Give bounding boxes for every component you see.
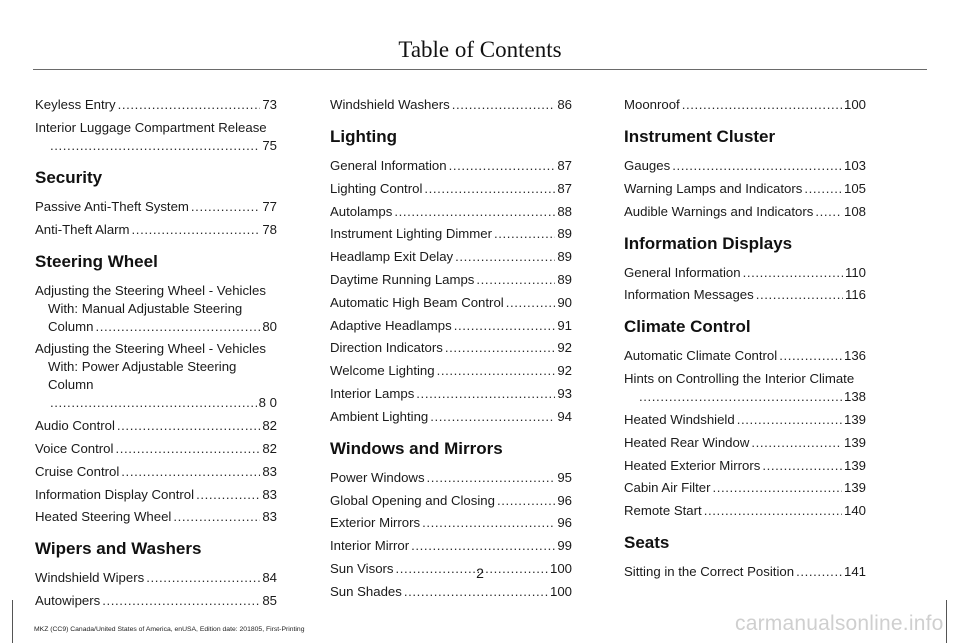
toc-entry-page: 92 (557, 363, 572, 379)
toc-entry-title: Interior Luggage Compartment Release (35, 119, 267, 135)
dot-leader (191, 198, 260, 216)
dot-leader (704, 502, 842, 520)
toc-entry-title: Sitting in the Correct Position (624, 564, 795, 580)
toc-entry-page: 136 (843, 348, 866, 364)
toc-entry-page: 73 (262, 97, 277, 112)
dot-leader (455, 248, 555, 266)
dot-leader (497, 492, 555, 510)
toc-entry-title: Automatic High Beam Control (330, 294, 504, 310)
toc-entry-title: Sun Visors (330, 560, 394, 576)
toc-entry-page: 116 (844, 287, 866, 303)
page-number: 2 (476, 565, 484, 581)
toc-entry[interactable] (330, 157, 572, 175)
section-heading: Information Displays (624, 233, 793, 253)
toc-entry[interactable] (330, 537, 572, 555)
dot-leader (815, 203, 842, 221)
toc-entry[interactable] (624, 411, 866, 429)
toc-entry[interactable] (35, 486, 277, 504)
toc-entry-title: Adaptive Headlamps (330, 317, 452, 333)
toc-entry-page: 139 (843, 411, 866, 427)
dot-leader (50, 137, 260, 155)
toc-entry-title: Interior Lamps (330, 385, 415, 401)
toc-entry-title: Heated Exterior Mirrors (624, 457, 761, 473)
footer-edition-text: MKZ (CC9) Canada/United States of America, enUSA, Edition date: 201805, First-Printing (34, 626, 305, 633)
toc-entry-title: Information Messages (624, 287, 754, 303)
toc-entry-page: 82 (262, 440, 277, 456)
toc-entry-title: Passive Anti-Theft System (35, 198, 189, 214)
dot-leader (449, 157, 556, 175)
section-heading: Security (35, 167, 103, 187)
dot-leader (50, 394, 257, 412)
toc-entry[interactable] (330, 339, 572, 357)
dot-leader (422, 514, 555, 532)
toc-column-3 (624, 96, 866, 586)
toc-entry[interactable] (35, 96, 277, 114)
toc-entry-page: 140 (843, 503, 866, 519)
toc-entry[interactable] (330, 96, 572, 114)
toc-entry[interactable] (35, 463, 277, 481)
dot-leader (452, 96, 556, 114)
toc-entry-page: 95 (557, 469, 572, 485)
toc-entry-page: 108 (843, 203, 866, 219)
toc-entry-page: 96 (557, 492, 572, 508)
toc-entry-last-line (35, 137, 277, 155)
toc-entry-title: Heated Windshield (624, 411, 735, 427)
crop-mark-left-vertical (12, 600, 13, 643)
toc-entry-last-line (35, 318, 277, 336)
dot-leader (682, 96, 842, 114)
page-title: Table of Contents (398, 37, 562, 62)
dot-leader (779, 347, 842, 365)
toc-entry-title: Hints on Controlling the Interior Climate (624, 371, 855, 387)
toc-entry-title: Gauges (624, 158, 671, 173)
toc-entry-title: Moonroof (624, 97, 680, 112)
toc-entry-title: Power Windows (330, 469, 425, 485)
dot-leader (117, 417, 260, 435)
toc-entry[interactable] (330, 583, 572, 601)
toc-entry[interactable] (35, 417, 277, 435)
toc-entry-page: 82 (262, 418, 277, 434)
toc-entry[interactable] (330, 294, 572, 312)
toc-entry-page: 77 (262, 198, 277, 214)
section-heading: Lighting (330, 127, 398, 146)
toc-entry-title: General Information (330, 158, 447, 173)
toc-entry-page: 99 (557, 538, 572, 554)
toc-entry-title: Welcome Lighting (330, 363, 435, 379)
dot-leader (424, 180, 555, 198)
toc-entry-title: Audible Warnings and Indicators (624, 203, 814, 219)
dot-leader (196, 486, 260, 504)
dot-leader (173, 508, 260, 526)
toc-entry-title: Sun Shades (330, 583, 402, 599)
toc-entry-title-end: Column (48, 318, 94, 334)
toc-entry[interactable] (330, 203, 572, 221)
toc-entry[interactable] (624, 347, 866, 365)
toc-entry[interactable] (35, 340, 277, 412)
toc-entry-page: 141 (843, 564, 866, 580)
section-heading: Instrument Cluster (624, 127, 776, 146)
toc-entry-page: 83 (262, 509, 277, 525)
toc-entry-title: Windshield Washers (330, 97, 450, 112)
dot-leader (416, 385, 555, 403)
toc-entry[interactable] (35, 592, 277, 610)
toc-entry-title: Windshield Wipers (35, 570, 145, 586)
dot-leader (132, 221, 261, 239)
toc-entry-page: 139 (843, 457, 866, 473)
toc-entry-page: 91 (557, 317, 572, 333)
toc-entry[interactable] (624, 370, 866, 406)
title-rule (33, 69, 927, 70)
toc-entry[interactable] (330, 492, 572, 510)
dot-leader (756, 286, 843, 304)
dot-leader (712, 479, 842, 497)
toc-entry-page: 80 (262, 318, 277, 334)
section-heading: Steering Wheel (35, 251, 158, 271)
toc-entry[interactable] (624, 203, 866, 221)
dot-leader (476, 271, 555, 289)
crop-mark-right-vertical (946, 600, 947, 643)
toc-entry[interactable] (35, 221, 277, 239)
toc-entry[interactable] (624, 479, 866, 497)
toc-entry[interactable] (35, 198, 277, 216)
toc-entry-page: 92 (557, 340, 572, 356)
toc-entry-last-line (624, 388, 866, 406)
toc-entry-title: Interior Mirror (330, 538, 410, 554)
dot-leader (102, 592, 260, 610)
dot-leader (804, 180, 842, 198)
toc-entry[interactable] (330, 408, 572, 426)
toc-entry-title-continued: With: Manual Adjustable Steering (48, 300, 243, 316)
toc-entry-page: 75 (262, 137, 277, 153)
toc-entry[interactable] (330, 271, 572, 289)
toc-entry[interactable] (624, 502, 866, 520)
toc-entry[interactable] (35, 119, 277, 155)
toc-column-1 (35, 96, 277, 615)
toc-entry-page: 105 (843, 180, 866, 196)
toc-entry[interactable] (330, 385, 572, 403)
toc-entry-title: Instrument Lighting Dimmer (330, 226, 492, 242)
dot-leader (672, 157, 842, 175)
toc-entry-page: 139 (843, 480, 866, 496)
dot-leader (751, 434, 842, 452)
toc-entry-title: Warning Lamps and Indicators (624, 180, 803, 196)
toc-entry-title: Cruise Control (35, 463, 120, 479)
toc-entry[interactable] (330, 317, 572, 335)
dot-leader (404, 583, 548, 601)
toc-entry[interactable] (330, 248, 572, 266)
dot-leader (394, 203, 555, 221)
toc-entry[interactable] (35, 282, 277, 336)
toc-entry-page: 139 (843, 434, 866, 450)
toc-entry-title: Keyless Entry (35, 97, 116, 112)
toc-entry-title: Heated Rear Window (624, 434, 750, 450)
toc-entry[interactable] (330, 180, 572, 198)
watermark: carmanualsonline.info (735, 612, 944, 635)
toc-entry-title: Anti-Theft Alarm (35, 221, 130, 237)
toc-entry-page: 85 (262, 593, 277, 609)
toc-entry-page: 89 (557, 249, 572, 265)
toc-entry-title: Daytime Running Lamps (330, 271, 475, 287)
dot-leader (115, 440, 260, 458)
toc-entry-page: 89 (557, 271, 572, 287)
dot-leader (121, 463, 260, 481)
toc-entry[interactable] (624, 457, 866, 475)
toc-entry[interactable] (624, 180, 866, 198)
toc-entry[interactable] (624, 264, 866, 282)
toc-entry-title: Voice Control (35, 440, 114, 456)
toc-entry-page: 96 (557, 515, 572, 531)
toc-entry-title: Remote Start (624, 503, 702, 519)
toc-entry[interactable] (624, 286, 866, 304)
toc-entry-page: 103 (843, 158, 866, 173)
dot-leader (762, 457, 842, 475)
toc-entry-page: 90 (557, 294, 572, 310)
dot-leader (737, 411, 842, 429)
toc-entry-title: Exterior Mirrors (330, 515, 421, 531)
dot-leader (454, 317, 556, 335)
toc-entry-page: 100 (549, 583, 572, 599)
toc-entry-page: 78 (262, 221, 277, 237)
toc-entry-page: 84 (262, 570, 277, 586)
dot-leader (430, 408, 555, 426)
toc-entry-page: 83 (262, 463, 277, 479)
dot-leader (411, 537, 555, 555)
toc-entry[interactable] (624, 96, 866, 114)
toc-entry-title: Information Display Control (35, 486, 195, 502)
dot-leader (95, 318, 260, 336)
toc-entry-title: Autolamps (330, 203, 393, 219)
toc-entry-title: Ambient Lighting (330, 408, 429, 424)
dot-leader (506, 294, 556, 312)
dot-leader (494, 225, 555, 243)
dot-leader (437, 362, 556, 380)
toc-entry-title: Audio Control (35, 418, 115, 434)
toc-entry-title: Direction Indicators (330, 340, 443, 356)
toc-entry-page: 110 (844, 264, 866, 280)
toc-entry-title: Headlamp Exit Delay (330, 249, 454, 265)
toc-entry-page: 138 (843, 389, 866, 405)
toc-entry-page: 100 (549, 560, 572, 576)
toc-entry[interactable] (35, 508, 277, 526)
toc-column-2 (330, 96, 572, 606)
toc-entry-title: Adjusting the Steering Wheel - Vehicles (35, 341, 266, 357)
toc-entry-title: Autowipers (35, 593, 101, 609)
toc-entry[interactable] (35, 440, 277, 458)
toc-entry-page: 93 (557, 385, 572, 401)
section-heading: Seats (624, 533, 670, 553)
dot-leader (445, 339, 555, 357)
toc-entry-title: Heated Steering Wheel (35, 509, 172, 525)
toc-entry-page: 83 (262, 486, 277, 502)
toc-entry-title-continued: With: Power Adjustable Steering Column (48, 359, 237, 393)
dot-leader (743, 264, 843, 282)
section-heading: Climate Control (624, 317, 751, 337)
section-heading: Wipers and Washers (35, 539, 202, 559)
toc-entry-page: 87 (557, 158, 572, 173)
toc-entry-page: 8 0 (258, 395, 277, 411)
toc-entry-title: Adjusting the Steering Wheel - Vehicles (35, 282, 266, 298)
toc-entry-page: 89 (557, 226, 572, 242)
toc-entry-page: 87 (557, 180, 572, 196)
dot-leader (118, 96, 261, 114)
dot-leader (427, 469, 556, 487)
dot-leader (639, 388, 842, 406)
toc-entry[interactable] (624, 434, 866, 452)
toc-entry-page: 88 (557, 203, 572, 219)
toc-entry-title: Automatic Climate Control (624, 348, 778, 364)
toc-entry-page: 94 (557, 408, 572, 424)
toc-entry-title: Global Opening and Closing (330, 492, 495, 508)
toc-entry-page: 86 (557, 97, 572, 112)
toc-entry[interactable] (330, 469, 572, 487)
toc-entry-last-line (35, 394, 277, 412)
toc-entry[interactable] (330, 514, 572, 532)
toc-entry-title: General Information (624, 264, 741, 280)
toc-entry[interactable] (330, 362, 572, 380)
toc-entry[interactable] (624, 157, 866, 175)
toc-entry-title: Cabin Air Filter (624, 480, 711, 496)
toc-entry[interactable] (330, 225, 572, 243)
toc-entry-title: Lighting Control (330, 180, 423, 196)
section-heading: Windows and Mirrors (330, 438, 503, 458)
toc-entry-page: 100 (843, 97, 866, 112)
